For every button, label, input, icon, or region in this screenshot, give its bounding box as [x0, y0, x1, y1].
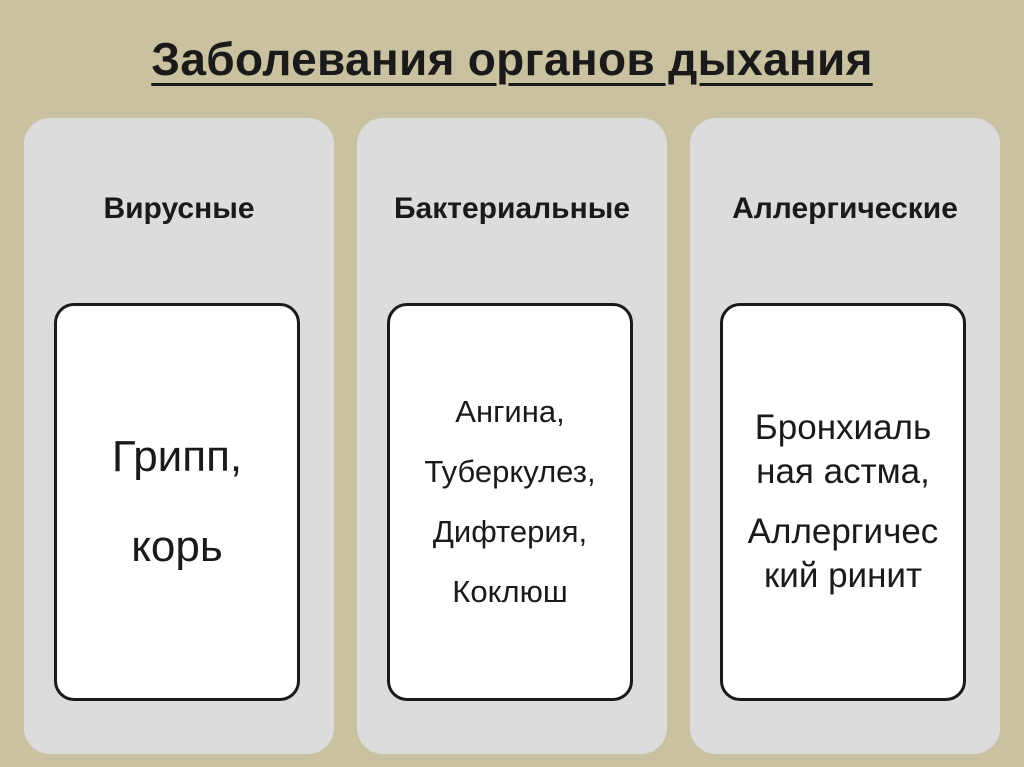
column-heading-viral: Вирусные	[103, 192, 255, 225]
column-heading-allergic: Аллергические	[732, 192, 958, 225]
disease-item: Ангина,	[455, 394, 565, 429]
disease-item-line: Аллергичес	[747, 512, 939, 551]
disease-item-rhinitis	[748, 510, 939, 598]
disease-card-bacterial	[387, 303, 633, 701]
column-allergic	[690, 118, 1000, 754]
disease-item: корь	[131, 522, 223, 571]
disease-item: Дифтерия,	[432, 514, 588, 549]
disease-item: Грипп,	[111, 432, 243, 481]
disease-item: Туберкулез,	[424, 454, 596, 489]
page-title	[0, 32, 1024, 86]
disease-item-line: ная астма,	[756, 452, 930, 491]
disease-item: Коклюш	[452, 574, 568, 609]
column-viral	[24, 118, 334, 754]
disease-item-asthma	[755, 406, 931, 494]
disease-card-viral	[54, 303, 300, 701]
column-heading-bacterial: Бактериальные	[393, 192, 630, 225]
page-title-text: Заболевания органов дыхания	[151, 33, 873, 85]
disease-card-allergic	[720, 303, 966, 701]
column-bacterial	[357, 118, 667, 754]
disease-item-line: кий ринит	[763, 556, 923, 595]
disease-item-line: Бронхиаль	[754, 408, 932, 447]
